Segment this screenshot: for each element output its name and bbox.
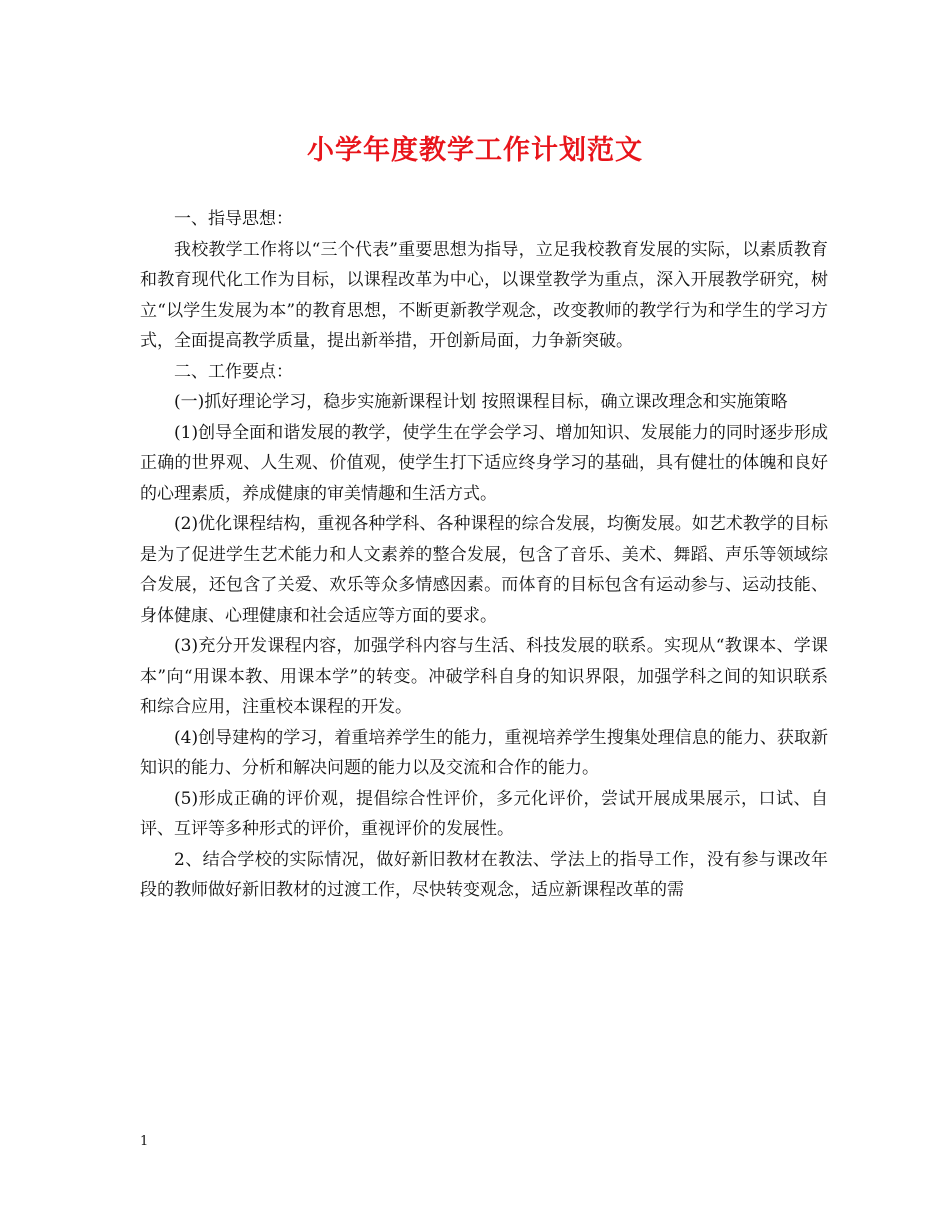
section-heading: 二、工作要点： bbox=[174, 361, 293, 382]
body-paragraph: 2、结合学校的实际情况，做好新旧教材在教法、学法上的指导工作，没有参与课改年段的教师做好新旧教材的过渡工作，尽快转变观念，适应新课程改革的需 bbox=[140, 849, 828, 900]
body-paragraph: (1)创导全面和谐发展的教学，使学生在学会学习、增加知识、发展能力的同时逐步形成正确的世界观、人生观、价值观，使学生打下适应终身学习的基础，具有健壮的体魄和良好的心理素质，养成健康的审美情趣和生活方式。 bbox=[140, 422, 828, 504]
body-paragraph: (一)抓好理论学习，稳步实施新课程计划 按照课程目标，确立课改理念和实施策略 bbox=[174, 392, 788, 412]
body-paragraph: 我校教学工作将以“三个代表”重要思想为指导，立足我校教育发展的实际，以素质教育和教育现代化工作为目标，以课程改革为中心，以课堂教学为重点，深入开展教学研究，树立“以学生发展为本”的教育思想，不断更新教学观念，改变教师的教学行为和学生的学习方式，全面提高教学质量，提出新举措，开创新局面，力争新突破。 bbox=[140, 239, 828, 351]
body-paragraph: (4)创导建构的学习，着重培养学生的能力，重视培养学生搜集处理信息的能力、获取新知识的能力、分析和解决问题的能力以及交流和合作的能力。 bbox=[140, 727, 828, 778]
page-number: 1 bbox=[140, 1134, 149, 1149]
document-title: 小学年度教学工作计划范文 bbox=[307, 135, 643, 166]
body-paragraph: (3)充分开发课程内容，加强学科内容与生活、科技发展的联系。实现从“教课本、学课本”向“用课本教、用课本学”的转变。冲破学科自身的知识界限，加强学科之间的知识联系和综合应用，注重校本课程的开发。 bbox=[140, 636, 828, 717]
body-paragraph: (5)形成正确的评价观，提倡综合性评价，多元化评价，尝试开展成果展示，口试、自评、互评等多种形式的评价，重视评价的发展性。 bbox=[140, 788, 828, 839]
body-paragraph: (2)优化课程结构，重视各种学科、各种课程的综合发展，均衡发展。如艺术教学的目标是为了促进学生艺术能力和人文素养的整合发展，包含了音乐、美术、舞蹈、声乐等领域综合发展，还包含了关爱、欢乐等众多情感因素。而体育的目标包含有运动参与、运动技能、身体健康、心理健康和社会适应等方面的要求。 bbox=[140, 514, 828, 626]
section-heading: 一、指导思想： bbox=[174, 209, 293, 229]
document-body bbox=[140, 204, 828, 906]
